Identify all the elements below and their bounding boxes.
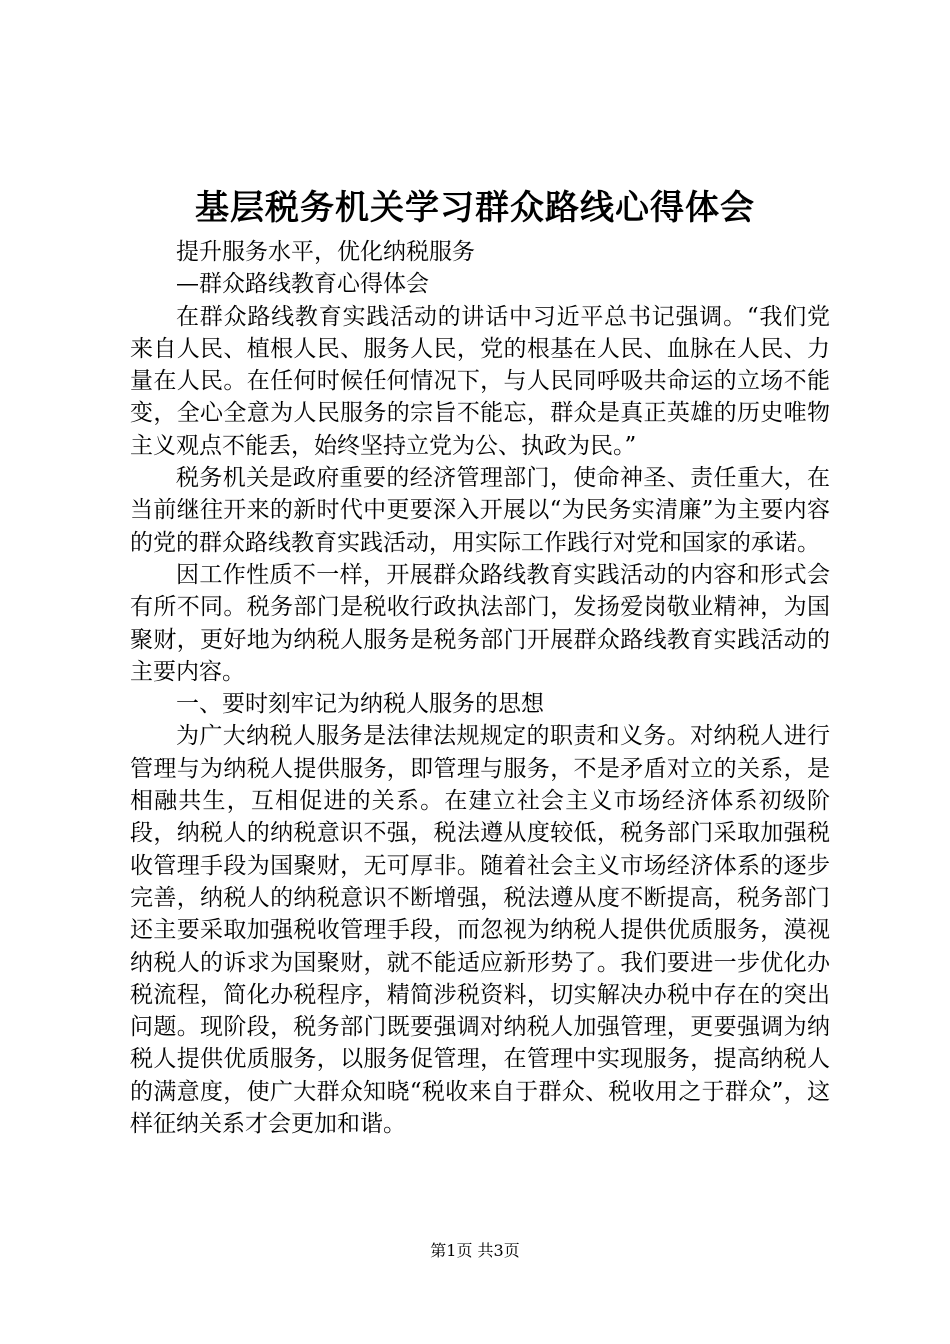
paragraph-service: 为广大纳税人服务是法律法规规定的职责和义务。对纳税人进行管理与为纳税人提供服务，即管理与服务，不是矛盾对立的关系，是相融共生，互相促进的关系。在建立社会主义市场经济体系初级阶段，纳税人的纳税意识不强，税法遵从度较低，税务部门采取加强税收管理手段为国聚财，无可厚非。随着社会主义市场经济体系的逐步完善，纳税人的纳税意识不断增强，税法遵从度不断提高，税务部门还主要采取加强税收管理手段，而忽视为纳税人提供优质服务，漠视纳税人的诉求为国聚财，就不能适应新形势了。我们要进一步优化办税流程，简化办税程序，精简涉税资料，切实解决办税中存在的突出问题。现阶段，税务部门既要强调对纳税人加强管理，更要强调为纳税人提供优质服务，以服务促管理，在管理中实现服务，提高纳税人的满意度，使广大群众知晓“税收来自于群众、税收用之于群众”，这样征纳关系才会更加和谐。 — [130, 723, 830, 1138]
page-footer: 第1页 共3页 — [430, 1241, 520, 1260]
paragraph-work-nature: 因工作性质不一样，开展群众路线教育实践活动的内容和形式会有所不同。税务部门是税收行政执法部门，发扬爱岗敬业精神，为国聚财，更好地为纳税人服务是税务部门开展群众路线教育实践活动的主要内容。 — [130, 561, 830, 685]
section-heading-1: 一、要时刻牢记为纳税人服务的思想 — [176, 691, 544, 718]
subtitle-dash-line: —群众路线教育心得体会 — [176, 271, 429, 298]
document-title: 基层税务机关学习群众路线心得体会 — [195, 188, 755, 228]
paragraph-quote: 在群众路线教育实践活动的讲话中习近平总书记强调。“我们党来自人民、植根人民、服务人民，党的根基在人民、血脉在人民、力量在人民。在任何时候任何情况下，与人民同呼吸共命运的立场不能变，全心全意为人民服务的宗旨不能忘，群众是真正英雄的历史唯物主义观点不能丢，始终坚持立党为公、执政为民。” — [130, 303, 830, 459]
paragraph-tax-authority: 税务机关是政府重要的经济管理部门，使命神圣、责任重大，在当前继往开来的新时代中更要深入开展以“为民务实清廉”为主要内容的党的群众路线教育实践活动，用实际工作践行对党和国家的承诺。 — [130, 465, 830, 556]
subtitle-line: 提升服务水平，优化纳税服务 — [176, 239, 475, 265]
document-body — [130, 236, 830, 1140]
